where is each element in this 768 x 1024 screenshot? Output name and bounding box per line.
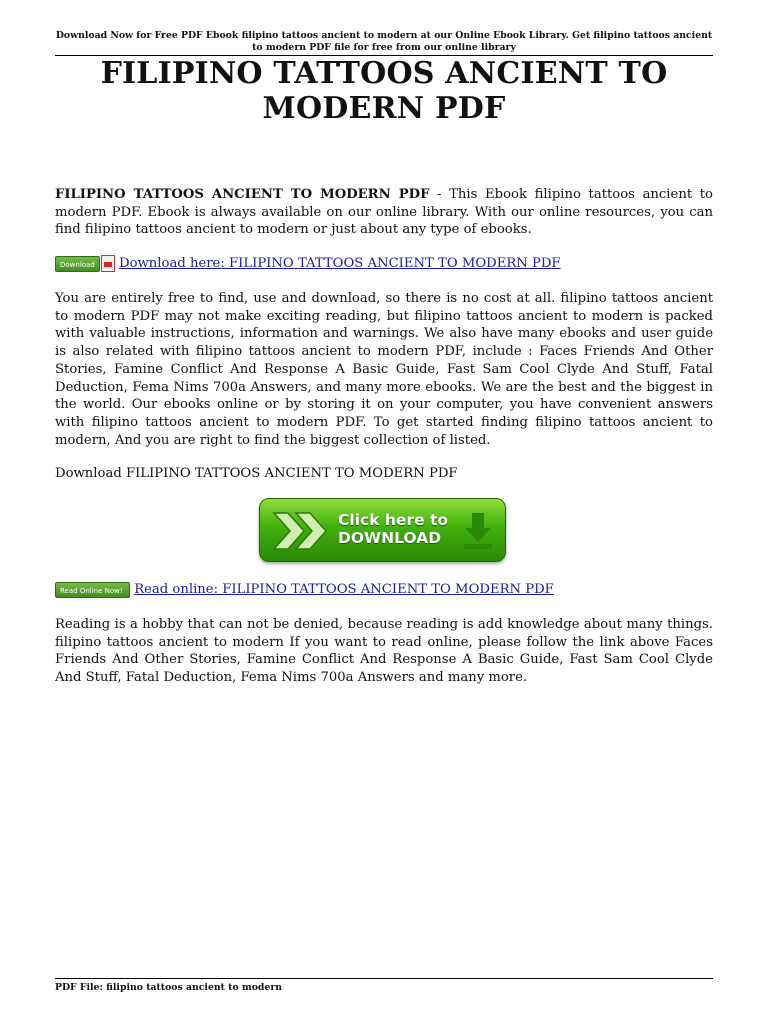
download-button-line2: DOWNLOAD [338, 529, 442, 547]
click-to-download-button[interactable] [259, 498, 506, 562]
header-note: Download Now for Free PDF Ebook filipino tattoos ancient to modern at our Online Ebook Library. Get filipino tattoos ancient to modern PDF file for free from our online library [55, 30, 713, 53]
download-link-row [55, 255, 713, 272]
double-chevron-right-icon [272, 509, 332, 553]
read-online-link[interactable]: Read online: FILIPINO TATTOOS ANCIENT TO MODERN PDF [134, 582, 554, 597]
download-button-line1: Click here to [338, 511, 449, 529]
intro-text: - This Ebook filipino tattoos ancient to modern PDF. Ebook is always available on our online library. With our online resources, you can find filipino tattoos ancient to modern or just about any type of ebooks. [55, 187, 713, 238]
download-button-label [338, 511, 458, 547]
footer-rule [55, 978, 713, 979]
body-paragraph: You are entirely free to find, use and download, so there is no cost at all. filipino tattoos ancient to modern PDF may not make exciting reading, but filipino tattoos ancient to modern is packed with valuable instructions, information and warnings. We also have many ebooks and user guide is also related with filipino tattoos ancient to modern PDF, include : Faces Friends And Other Stories, Famine Conflict And Response A Basic Guide, Fast Sam Cool Clyde And Stuff, Fatal Deduction, Fema Nims 700a Answers, and many more ebooks. We are the best and the biggest in the world. Our ebooks online or by storing it on your computer, you have convenient answers with filipino tattoos ancient to modern PDF. To get started finding filipino tattoos ancient to modern, And you are right to find the biggest collection of listed. [55, 291, 713, 448]
pdf-icon [101, 255, 115, 272]
page-title: FILIPINO TATTOOS ANCIENT TO MODERN PDF [100, 56, 668, 126]
closing-paragraph: Reading is a hobby that can not be denied, because reading is add knowledge about many things. filipino tattoos ancient to modern If you want to read online, please follow the link above Faces Friends And Other Stories, Famine Conflict And Response A Basic Guide, Fast Sam Cool Clyde And Stuff, Fatal Deduction, Fema Nims 700a Answers and many more. [55, 617, 713, 686]
download-small-button[interactable]: Download [55, 256, 100, 272]
footer-text: PDF File: filipino tattoos ancient to modern [55, 982, 282, 993]
download-heading: Download FILIPINO TATTOOS ANCIENT TO MODERN PDF [55, 466, 458, 481]
intro-bold: FILIPINO TATTOOS ANCIENT TO MODERN PDF [55, 187, 430, 202]
read-online-link-row [55, 581, 713, 598]
download-here-link[interactable]: Download here: FILIPINO TATTOOS ANCIENT TO MODERN PDF [119, 256, 561, 271]
download-arrow-icon [462, 511, 494, 551]
read-online-small-button[interactable]: Read Online Now! [55, 582, 130, 598]
intro-paragraph [55, 186, 713, 239]
